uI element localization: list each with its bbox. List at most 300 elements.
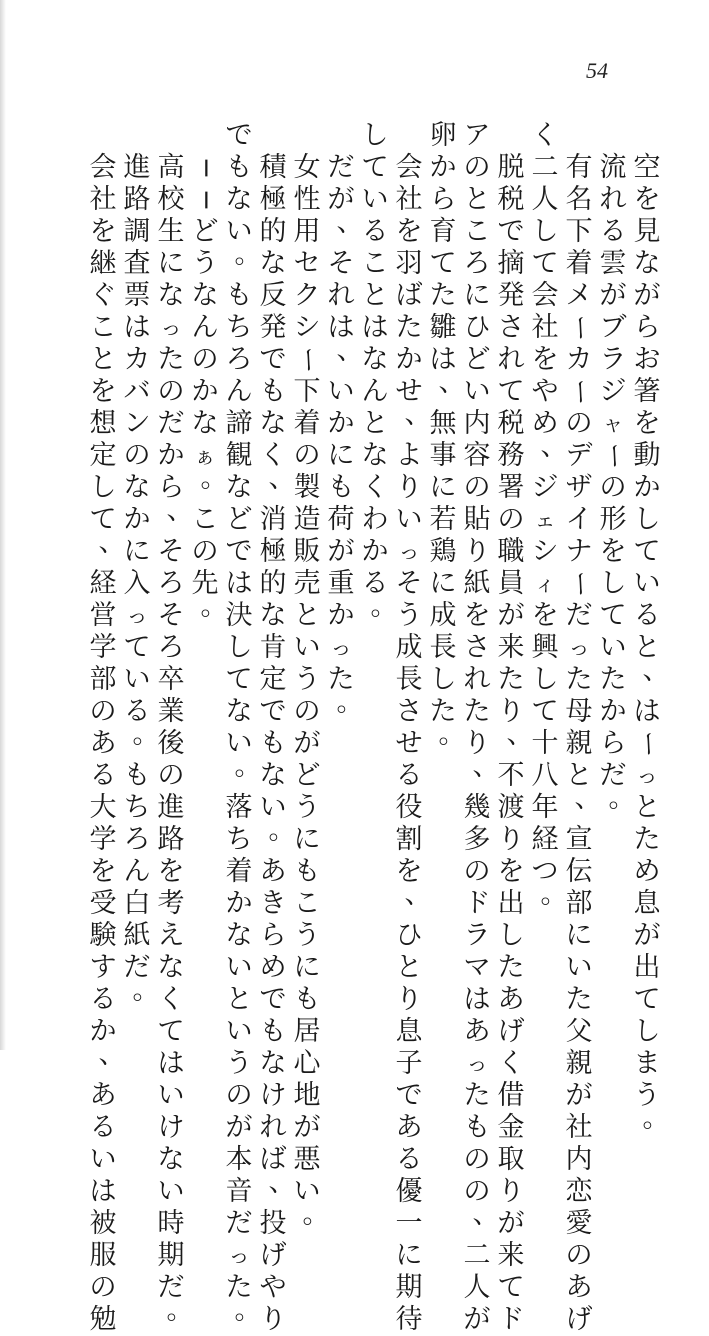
text-glyph: ド: [463, 888, 491, 919]
text-glyph: を: [497, 856, 525, 887]
text-glyph: 出: [497, 888, 525, 919]
text-glyph: 二: [463, 1240, 491, 1271]
text-glyph: 若: [429, 504, 457, 535]
text-glyph: に: [565, 920, 593, 951]
text-glyph: [494, 120, 528, 152]
text-glyph: が: [463, 1304, 491, 1335]
text-glyph: な: [361, 344, 389, 375]
text-glyph: 、: [268, 463, 296, 494]
text-glyph: て: [123, 632, 151, 663]
text-glyph: シ: [293, 312, 321, 343]
text-glyph: と: [361, 280, 389, 311]
text-glyph: 。: [268, 815, 296, 846]
text-glyph: 税: [497, 184, 525, 215]
text-glyph: 。: [540, 879, 568, 910]
text-glyph: 調: [123, 216, 151, 247]
text-glyph: と: [225, 984, 253, 1015]
text-glyph: に: [463, 280, 491, 311]
text-glyph: 。: [234, 1295, 262, 1326]
text-glyph: 高: [157, 152, 185, 183]
text-glyph: 母: [565, 696, 593, 727]
text-glyph: 継: [89, 248, 117, 279]
text-glyph: ら: [633, 312, 661, 343]
text-glyph: 。: [438, 719, 466, 750]
text-glyph: 子: [395, 1048, 423, 1079]
text-glyph: 生: [157, 216, 185, 247]
text-glyph: か: [157, 440, 185, 471]
text-glyph: そ: [157, 600, 185, 631]
text-glyph: あ: [497, 984, 525, 1015]
text-glyph: と: [89, 344, 117, 375]
text-glyph: 期: [157, 1240, 185, 1271]
text-glyph: こ: [463, 216, 491, 247]
text-glyph: か: [225, 888, 253, 919]
text-glyph: デ: [565, 440, 593, 471]
text-glyph: 観: [225, 440, 253, 471]
text-glyph: 票: [123, 280, 151, 311]
text-glyph: が: [293, 728, 321, 759]
text-glyph: よ: [395, 440, 423, 471]
text-glyph: だ: [123, 952, 151, 983]
text-glyph: り: [259, 1304, 287, 1335]
text-glyph: 見: [633, 216, 661, 247]
text-glyph: の: [157, 376, 185, 407]
text-glyph: と: [395, 952, 423, 983]
text-glyph: し: [633, 1016, 661, 1047]
text-glyph: 受: [89, 888, 117, 919]
text-glyph: れ: [463, 664, 491, 695]
text-glyph: 事: [429, 440, 457, 471]
text-glyph: が: [327, 184, 355, 215]
text-glyph: い: [565, 952, 593, 983]
text-glyph: な: [259, 760, 287, 791]
text-glyph: に: [429, 472, 457, 503]
text-glyph: ラ: [599, 344, 627, 375]
text-glyph: 父: [565, 1016, 593, 1047]
text-glyph: や: [259, 1272, 287, 1303]
text-glyph: っ: [330, 636, 352, 660]
text-glyph: い: [293, 1176, 321, 1207]
text-glyph: シ: [531, 536, 559, 567]
text-glyph: も: [463, 1112, 491, 1143]
text-glyph: ー: [632, 730, 663, 758]
text-glyph: ん: [225, 376, 253, 407]
text-line: [494, 120, 534, 1335]
text-glyph: 決: [225, 600, 253, 631]
text-glyph: 極: [259, 536, 287, 567]
text-glyph: 内: [463, 408, 491, 439]
text-glyph: 定: [89, 440, 117, 471]
text-line: [392, 120, 432, 1335]
text-glyph: い: [123, 664, 151, 695]
text-glyph: の: [225, 1080, 253, 1111]
text-glyph: 、: [506, 719, 534, 750]
text-glyph: い: [463, 376, 491, 407]
text-glyph: も: [259, 376, 287, 407]
text-glyph: [256, 120, 290, 152]
text-glyph: 経: [531, 824, 559, 855]
text-glyph: あ: [565, 1272, 593, 1303]
text-glyph: ャ: [602, 412, 624, 436]
text-glyph: だ: [599, 760, 627, 791]
text-glyph: も: [293, 984, 321, 1015]
text-glyph: た: [633, 824, 661, 855]
text-glyph: 年: [531, 792, 559, 823]
text-glyph: い: [395, 504, 423, 535]
text-glyph: 卒: [157, 664, 185, 695]
text-line: [426, 120, 466, 1010]
text-glyph: を: [89, 376, 117, 407]
text-glyph: 反: [259, 280, 287, 311]
text-glyph: 、: [336, 335, 364, 366]
text-line: [528, 120, 568, 1010]
text-glyph: げ: [259, 1240, 287, 1271]
text-glyph: な: [259, 248, 287, 279]
text-glyph: の: [599, 472, 627, 503]
text-glyph: 社: [395, 184, 423, 215]
text-glyph: 。: [200, 463, 228, 494]
text-glyph: か: [191, 376, 219, 407]
text-glyph: 渡: [497, 792, 525, 823]
text-line: [120, 120, 160, 1010]
text-glyph: と: [633, 632, 661, 663]
text-glyph: い: [225, 952, 253, 983]
text-glyph: ─: [190, 191, 221, 209]
text-glyph: ど: [225, 504, 253, 535]
text-glyph: 出: [633, 952, 661, 983]
text-glyph: 着: [293, 408, 321, 439]
text-glyph: ー: [564, 314, 595, 342]
text-glyph: 形: [599, 504, 627, 535]
text-glyph: 売: [293, 568, 321, 599]
text-glyph: て: [497, 376, 525, 407]
text-glyph: を: [89, 216, 117, 247]
text-glyph: さ: [497, 312, 525, 343]
text-glyph: も: [327, 472, 355, 503]
text-glyph: を: [633, 408, 661, 439]
text-glyph: を: [531, 600, 559, 631]
text-glyph: い: [225, 728, 253, 759]
text-glyph: ブ: [599, 312, 627, 343]
text-glyph: さ: [395, 696, 423, 727]
text-glyph: 定: [259, 664, 287, 695]
text-glyph: で: [259, 344, 287, 375]
text-glyph: 十: [531, 728, 559, 759]
text-glyph: 、: [642, 655, 670, 686]
text-glyph: 服: [89, 1240, 117, 1271]
text-glyph: 空: [633, 152, 661, 183]
text-glyph: ク: [293, 280, 321, 311]
text-glyph: な: [225, 472, 253, 503]
text-glyph: う: [633, 1080, 661, 1111]
text-glyph: [562, 120, 596, 152]
text-glyph: て: [633, 536, 661, 567]
text-glyph: は: [327, 312, 355, 343]
text-glyph: は: [89, 1176, 117, 1207]
text-glyph: 居: [293, 1016, 321, 1047]
text-glyph: ド: [497, 1304, 525, 1335]
text-glyph: ぐ: [89, 280, 117, 311]
text-glyph: 、: [404, 399, 432, 430]
text-glyph: 。: [200, 591, 228, 622]
text-glyph: で: [225, 536, 253, 567]
text-glyph: の: [293, 696, 321, 727]
text-glyph: な: [259, 600, 287, 631]
text-glyph: な: [191, 408, 219, 439]
text-glyph: 流: [599, 152, 627, 183]
text-glyph: 幾: [463, 792, 491, 823]
text-glyph: る: [361, 216, 389, 247]
text-glyph: て: [361, 152, 389, 183]
text-glyph: 人: [463, 1272, 491, 1303]
text-glyph: い: [259, 792, 287, 823]
text-glyph: か: [89, 1016, 117, 1047]
text-glyph: マ: [463, 952, 491, 983]
text-glyph: た: [463, 1080, 491, 1111]
text-glyph: な: [157, 952, 185, 983]
text-glyph: 落: [225, 792, 253, 823]
text-glyph: す: [89, 952, 117, 983]
text-glyph: の: [463, 472, 491, 503]
text-glyph: 験: [89, 920, 117, 951]
text-glyph: て: [89, 504, 117, 535]
text-glyph: は: [361, 312, 389, 343]
text-glyph: 荷: [327, 504, 355, 535]
text-glyph: 悪: [293, 1144, 321, 1175]
text-glyph: に: [293, 952, 321, 983]
text-glyph: 。: [608, 783, 636, 814]
text-glyph: け: [157, 1112, 185, 1143]
text-glyph: こ: [293, 888, 321, 919]
text-glyph: ェ: [534, 508, 556, 532]
text-glyph: [630, 120, 664, 152]
text-glyph: 員: [497, 568, 525, 599]
text-glyph: て: [157, 1016, 185, 1047]
text-glyph: 会: [395, 152, 423, 183]
text-glyph: な: [361, 440, 389, 471]
text-glyph: た: [565, 984, 593, 1015]
text-glyph: 肯: [259, 632, 287, 663]
text-line: [86, 120, 126, 1335]
text-glyph: い: [599, 632, 627, 663]
text-glyph: 。: [234, 751, 262, 782]
text-glyph: 積: [259, 152, 287, 183]
text-glyph: う: [225, 1048, 253, 1079]
text-glyph: っ: [160, 316, 182, 340]
text-glyph: 、: [540, 431, 568, 462]
text-glyph: 長: [429, 632, 457, 663]
text-glyph: と: [633, 792, 661, 823]
text-glyph: ん: [361, 376, 389, 407]
text-glyph: う: [293, 792, 321, 823]
text-glyph: あ: [89, 1080, 117, 1111]
text-glyph: 後: [157, 728, 185, 759]
text-glyph: れ: [497, 344, 525, 375]
text-glyph: 羽: [395, 248, 423, 279]
text-glyph: で: [259, 696, 287, 727]
text-glyph: だ: [565, 600, 593, 631]
text-glyph: た: [599, 664, 627, 695]
text-glyph: が: [497, 1208, 525, 1239]
text-glyph: え: [157, 920, 185, 951]
text-glyph: ─: [190, 159, 221, 177]
text-line: [290, 120, 330, 1230]
text-glyph: 学: [89, 824, 117, 855]
text-line: [562, 120, 602, 1335]
text-glyph: ー: [564, 570, 595, 598]
text-glyph: ろ: [157, 632, 185, 663]
text-glyph: 製: [293, 472, 321, 503]
text-glyph: ー: [598, 442, 629, 470]
text-glyph: を: [395, 216, 423, 247]
text-glyph: っ: [466, 1052, 488, 1076]
text-glyph: に: [429, 568, 457, 599]
text-glyph: の: [123, 440, 151, 471]
text-glyph: 来: [497, 1240, 525, 1271]
text-glyph: げ: [497, 1016, 525, 1047]
text-glyph: [86, 120, 120, 152]
text-line: [630, 120, 670, 1134]
text-glyph: る: [123, 696, 151, 727]
text-glyph: 時: [157, 1208, 185, 1239]
text-glyph: っ: [398, 540, 420, 564]
text-glyph: く: [157, 984, 185, 1015]
text-glyph: に: [395, 1240, 423, 1271]
text-glyph: カ: [565, 344, 593, 375]
text-glyph: が: [293, 1112, 321, 1143]
text-glyph: 、: [472, 1199, 500, 1230]
text-glyph: の: [293, 440, 321, 471]
text-glyph: る: [361, 568, 389, 599]
text-glyph: 雲: [599, 248, 627, 279]
text-glyph: て: [531, 248, 559, 279]
text-glyph: あ: [463, 1016, 491, 1047]
text-glyph: 女: [293, 152, 321, 183]
text-line: [188, 120, 228, 1010]
text-glyph: も: [123, 760, 151, 791]
text-glyph: は: [225, 568, 253, 599]
page-number: 54: [586, 58, 608, 83]
text-glyph: た: [395, 312, 423, 343]
text-glyph: に: [157, 248, 185, 279]
text-glyph: ひ: [463, 312, 491, 343]
text-glyph: の: [497, 504, 525, 535]
text-glyph: 販: [293, 536, 321, 567]
text-glyph: 的: [259, 568, 287, 599]
text-glyph: 。: [370, 591, 398, 622]
text-glyph: た: [463, 696, 491, 727]
text-glyph: の: [463, 1144, 491, 1175]
text-glyph: 着: [565, 248, 593, 279]
text-glyph: 容: [463, 440, 491, 471]
text-glyph: い: [157, 1080, 185, 1111]
text-glyph: し: [225, 632, 253, 663]
text-glyph: [154, 120, 188, 152]
text-glyph: ィ: [534, 572, 556, 596]
text-glyph: 息: [633, 888, 661, 919]
text-glyph: 、: [336, 207, 364, 238]
text-glyph: は: [157, 1048, 185, 1079]
text-glyph: わ: [361, 504, 389, 535]
text-glyph: も: [293, 856, 321, 887]
text-glyph: 心: [293, 1048, 321, 1079]
text-glyph: [188, 120, 222, 152]
text-glyph: が: [599, 280, 627, 311]
text-glyph: め: [531, 408, 559, 439]
text-glyph: か: [395, 344, 423, 375]
text-glyph: つ: [531, 856, 559, 887]
text-glyph: に: [293, 824, 321, 855]
text-glyph: 不: [497, 760, 525, 791]
text-glyph: る: [599, 216, 627, 247]
text-glyph: い: [225, 216, 253, 247]
text-glyph: さ: [463, 632, 491, 663]
text-glyph: の: [89, 696, 117, 727]
text-glyph: 進: [123, 152, 151, 183]
text-glyph: と: [463, 184, 491, 215]
text-glyph: い: [327, 376, 355, 407]
text-glyph: ひ: [395, 920, 423, 951]
text-glyph: る: [395, 1144, 423, 1175]
text-glyph: 。: [336, 687, 364, 718]
text-glyph: い: [157, 1176, 185, 1207]
text-glyph: が: [225, 1112, 253, 1143]
text-glyph: 署: [497, 472, 525, 503]
text-glyph: ど: [191, 216, 219, 247]
text-glyph: っ: [636, 764, 658, 788]
text-glyph: 本: [225, 1144, 253, 1175]
text-glyph: に: [123, 536, 151, 567]
text-glyph: 待: [395, 1304, 423, 1335]
text-glyph: こ: [361, 248, 389, 279]
text-glyph: 人: [531, 184, 559, 215]
text-glyph: 税: [497, 408, 525, 439]
text-glyph: こ: [89, 312, 117, 343]
text-glyph: 大: [89, 792, 117, 823]
text-glyph: [596, 120, 630, 152]
text-glyph: 査: [123, 248, 151, 279]
text-glyph: の: [463, 1176, 491, 1207]
text-glyph: あ: [89, 728, 117, 759]
text-glyph: を: [395, 856, 423, 887]
text-glyph: し: [89, 472, 117, 503]
text-glyph: を: [633, 184, 661, 215]
text-glyph: 用: [293, 216, 321, 247]
text-glyph: や: [531, 376, 559, 407]
text-glyph: 重: [327, 568, 355, 599]
text-glyph: 興: [531, 632, 559, 663]
text-glyph: も: [259, 1016, 287, 1047]
text-glyph: あ: [395, 1112, 423, 1143]
text-glyph: か: [361, 536, 389, 567]
text-line: [460, 120, 500, 1335]
text-glyph: 紙: [123, 920, 151, 951]
text-glyph: 親: [565, 728, 593, 759]
text-glyph: げ: [565, 1304, 593, 1335]
text-glyph: ろ: [157, 568, 185, 599]
text-glyph: 音: [225, 1176, 253, 1207]
text-glyph: 摘: [497, 248, 525, 279]
text-glyph: 名: [565, 184, 593, 215]
text-glyph: 役: [395, 792, 423, 823]
text-glyph: な: [633, 248, 661, 279]
text-glyph: り: [497, 824, 525, 855]
text-glyph: 諦: [225, 408, 253, 439]
text-glyph: 白: [123, 888, 151, 919]
text-glyph: 脱: [497, 152, 525, 183]
text-glyph: ち: [123, 792, 151, 823]
text-glyph: 進: [157, 792, 185, 823]
